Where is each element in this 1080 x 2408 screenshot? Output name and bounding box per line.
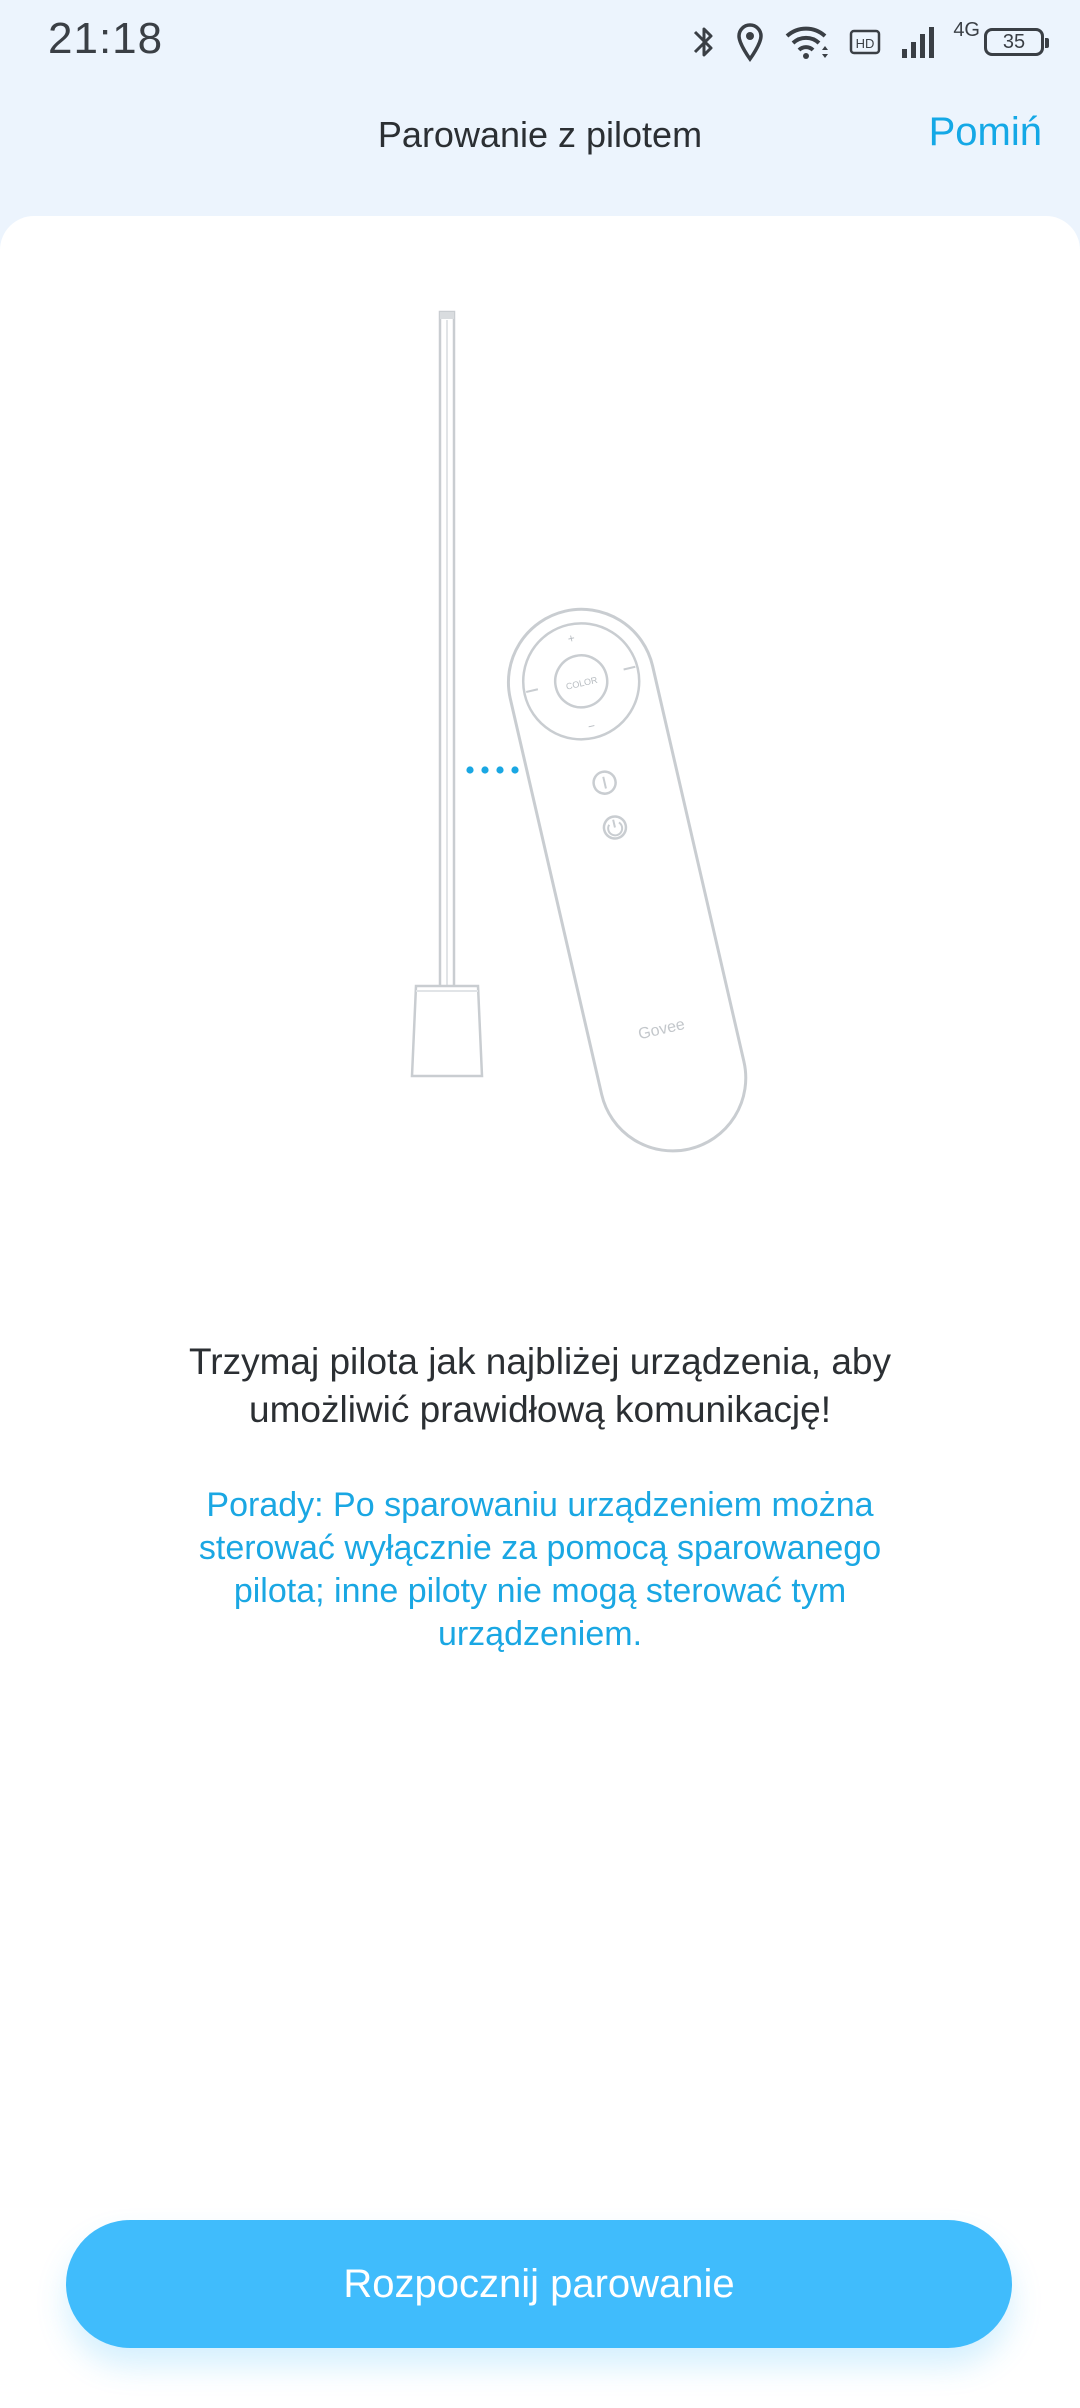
remote-brand-label: Govee [636,1016,687,1044]
page-title: Parowanie z pilotem [377,114,703,155]
bluetooth-icon [691,22,717,62]
remote-color-label: COLOR [564,674,599,692]
signal-icon [899,24,935,60]
tip-text: Porady: Po sparowaniu urządzeniem można sterować wyłącznie za pomocą sparowanego pilota; inne piloty nie mogą sterować tym urządzeniem. [198,1486,882,1653]
instruction-text: Trzymaj pilota jak najbliżej urządzenia, aby umożliwić prawidłową komunikację! [189,1341,891,1430]
floor-lamp-illustration [412,312,482,1076]
status-time: 21:18 [48,14,164,63]
content-card [0,216,1080,2408]
start-pairing-button[interactable]: Rozpocznij parowanie [66,2220,1012,2348]
pairing-illustration [0,256,1080,1276]
status-bar [0,0,1080,84]
svg-text:HD: HD [855,36,875,51]
hd-icon [849,27,881,57]
location-icon [735,22,765,62]
svg-text:+: + [566,630,577,647]
skip-button[interactable]: Pomiń [928,110,1042,154]
status-icons [691,18,1044,66]
svg-text:−: − [586,718,597,734]
wifi-icon [783,22,831,62]
battery-icon [984,28,1044,56]
remote-illustration [494,595,760,1166]
network-type: 4G [953,18,980,41]
battery-level: 35 [1002,30,1026,53]
